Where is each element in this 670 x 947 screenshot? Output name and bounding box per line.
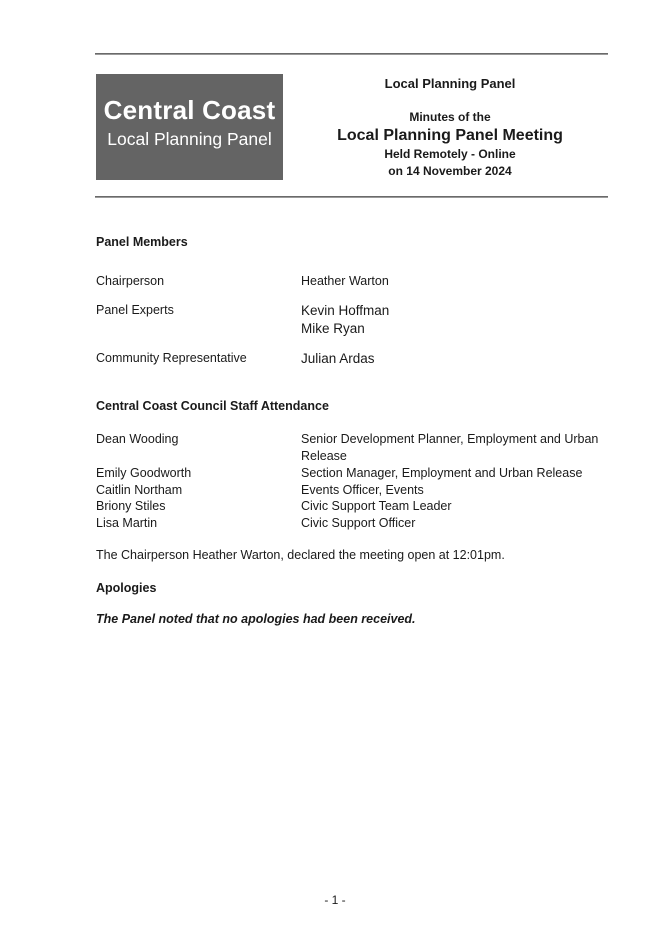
chairperson-name: Heather Warton	[301, 274, 389, 288]
staff-role: Section Manager, Employment and Urban Release	[301, 466, 583, 480]
staff-role: Civic Support Team Leader	[301, 499, 452, 513]
logo-line2: Local Planning Panel	[107, 129, 272, 149]
header-bottom-rule	[95, 196, 608, 198]
chairperson-label: Chairperson	[96, 274, 165, 288]
meeting-opening-statement: The Chairperson Heather Warton, declared the meeting open at 12:01pm.	[96, 548, 505, 562]
panel-members-title: Panel Members	[96, 235, 188, 249]
panel-expert-2: Mike Ryan	[301, 321, 365, 336]
staff-name: Dean Wooding	[96, 432, 179, 446]
panel-name: Local Planning Panel	[384, 76, 516, 91]
community-representative-label: Community Representative	[96, 351, 247, 365]
meeting-date: on 14 November 2024	[388, 164, 512, 178]
staff-role: Senior Development Planner, Employment and Urban	[301, 432, 599, 446]
community-representative-name: Julian Ardas	[301, 351, 375, 366]
panel-expert-1: Kevin Hoffman	[301, 303, 390, 318]
held-remotely: Held Remotely - Online	[384, 147, 516, 161]
page-number: - 1 -	[324, 893, 346, 907]
staff-role-continued: Release	[301, 449, 347, 463]
staff-name: Briony Stiles	[96, 499, 166, 513]
staff-role: Civic Support Officer	[301, 516, 416, 530]
staff-name: Emily Goodworth	[96, 466, 192, 480]
staff-attendance-title: Central Coast Council Staff Attendance	[96, 399, 329, 413]
central-coast-logo	[96, 74, 283, 180]
staff-name: Lisa Martin	[96, 516, 158, 530]
apologies-statement: The Panel noted that no apologies had been received.	[96, 612, 416, 626]
meeting-title: Local Planning Panel Meeting	[337, 127, 563, 144]
logo-line1: Central Coast	[103, 95, 276, 125]
header-top-rule	[95, 53, 608, 55]
minutes-of: Minutes of the	[409, 110, 491, 124]
staff-name: Caitlin Northam	[96, 483, 183, 497]
panel-experts-label: Panel Experts	[96, 303, 174, 317]
apologies-title: Apologies	[96, 581, 157, 595]
staff-role: Events Officer, Events	[301, 483, 424, 497]
